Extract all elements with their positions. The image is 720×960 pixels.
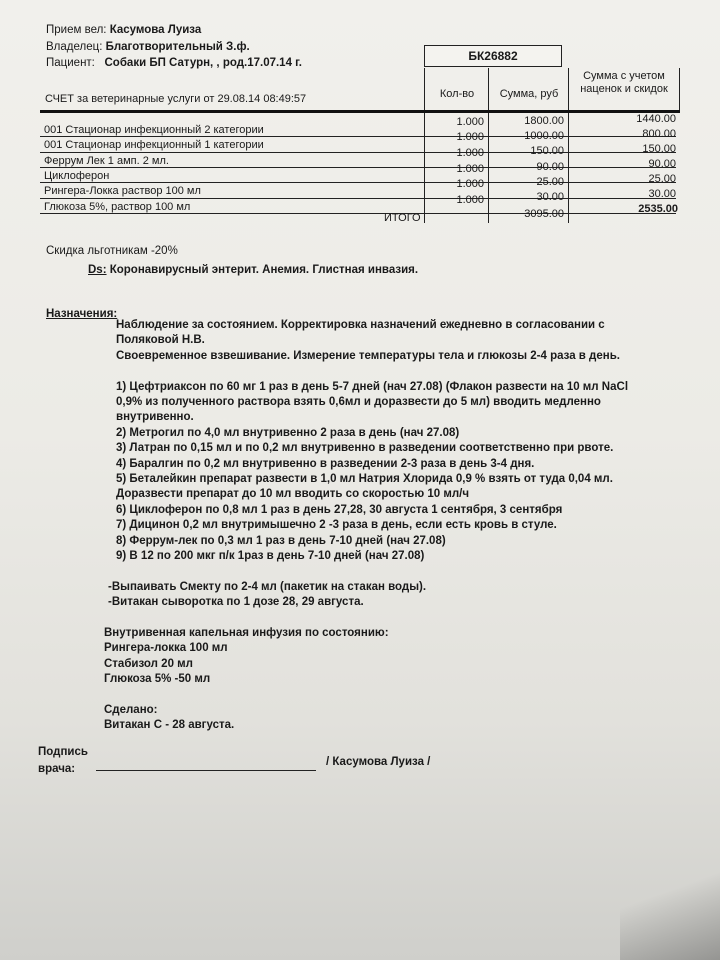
table-row-total: 25.00 xyxy=(648,173,676,185)
table-row-name: Циклоферон xyxy=(44,170,110,182)
prescription-line: внутривенно. xyxy=(116,411,194,424)
prescription-line: Сделано: xyxy=(104,704,158,716)
signature-label-1: Подпись xyxy=(38,746,88,758)
prescription-line: Доразвести препарат до 10 мл вводить со скоростью 10 мл/ч xyxy=(116,488,470,501)
prescription-line: Своевременное взвешивание. Измерение температуры тела и глюкозы 2-4 раза в день. xyxy=(116,349,620,362)
table-row-qty: 1.000 xyxy=(456,178,484,190)
table-row-sum: 150.00 xyxy=(530,145,564,157)
signature-line xyxy=(96,770,316,771)
table-row-sum: 90.00 xyxy=(536,161,564,173)
table-row-qty: 1.000 xyxy=(456,116,484,128)
table-row-total: 90.00 xyxy=(648,158,676,170)
prescription-line: Рингера-локка 100 мл xyxy=(104,642,228,655)
signature-label-2: врача: xyxy=(38,763,76,775)
prescription-line: 1) Цефтриаксон по 60 мг 1 раз в день 5-7 дней (нач 27.08) (Флакон развести на 10 мл NaCl xyxy=(116,380,629,393)
owner-line xyxy=(46,41,250,53)
diagnosis-text: Коронавирусный энтерит. Анемия. Глистная инвазия. xyxy=(109,264,419,276)
prescription-line: 3) Латран по 0,15 мл и по 0,2 мл внутривенно в разведении соответственно при рвоте. xyxy=(116,442,614,455)
table-row-name: Феррум Лек 1 амп. 2 мл. xyxy=(44,155,169,167)
prescription-line: 2) Метрогил по 4,0 мл внутривенно 2 раза в день (нач 27.08) xyxy=(116,426,460,439)
table-row-qty: 1.000 xyxy=(456,163,484,175)
table-row-sum: 1800.00 xyxy=(524,115,564,127)
total-label: ИТОГО xyxy=(384,212,421,224)
doctor-line xyxy=(46,24,201,36)
table-row-sum: 30.00 xyxy=(536,191,564,203)
patient-label: Пациент: xyxy=(46,57,95,69)
diagnosis-line xyxy=(88,263,418,278)
table-row-qty: 1.000 xyxy=(456,194,484,206)
prescription-line: 4) Баралгин по 0,2 мл внутривенно в разведении 2-3 раза в день 3-4 дня. xyxy=(116,457,535,470)
table-row-qty: 1.000 xyxy=(456,131,484,143)
doctor-label: Прием вел: xyxy=(46,24,107,36)
prescription-line: Глюкоза 5% -50 мл xyxy=(104,673,211,686)
total-sum: 3095.00 xyxy=(524,208,564,220)
table-row-total: 150.00 xyxy=(642,143,676,155)
prescription-line: 9) В 12 по 200 мкг п/к 1раз в день 7-10 дней (нач 27.08) xyxy=(116,550,425,562)
invoice-title: СЧЕТ за ветеринарные услуги от 29.08.14 08:49:57 xyxy=(45,93,307,105)
prescription-line: 5) Беталейкин препарат развести в 1,0 мл Натрия Хлорида 0,9 % взять от туда 0,04 мл. xyxy=(116,473,613,485)
table-row-qty: 1.000 xyxy=(456,147,484,159)
prescription-line: 0,9% из полученного раствора взять 0,6мл и доразвести до 5 мл) вводить медленно xyxy=(116,396,601,408)
prescription-line: Стабизол 20 мл xyxy=(104,657,193,670)
col-qty: Кол-во xyxy=(439,88,475,100)
table-row-name: 001 Стационар инфекционный 1 категории xyxy=(44,139,264,151)
total-final: 2535.00 xyxy=(638,203,678,215)
prescription-line: Внутривенная капельная инфузия по состоянию: xyxy=(104,627,389,639)
prescription-line: Витакан С - 28 августа. xyxy=(104,719,235,732)
owner-name: Благотворительный З.ф. xyxy=(105,41,250,53)
prescription-line: 7) Дицинон 0,2 мл внутримышечно 2 -3 раза в день, если есть кровь в стуле. xyxy=(116,519,557,532)
discount-line: Скидка льготникам -20% xyxy=(46,245,178,257)
prescription-line: -Выпаивать Смекту по 2-4 мл (пакетик на стакан воды). xyxy=(108,580,427,593)
table-row-name: 001 Стационар инфекционный 2 категории xyxy=(44,124,264,136)
table-row-total: 30.00 xyxy=(648,188,676,200)
col-total: Сумма с учетом наценок и скидок xyxy=(580,70,668,95)
prescriptions-label: Назначения: xyxy=(46,308,118,320)
table-row-total: 800.00 xyxy=(642,128,676,140)
table-row-name: Глюкоза 5%, раствор 100 мл xyxy=(44,201,191,213)
table-row-sum: 25.00 xyxy=(536,176,564,188)
table-row-name: Рингера-Локка раствор 100 мл xyxy=(44,185,201,197)
invoice-table xyxy=(40,68,680,228)
doctor-name: Касумова Луиза xyxy=(109,24,202,36)
patient-name: Собаки БП Сатурн, , род.17.07.14 г. xyxy=(104,57,303,69)
prescription-line: Наблюдение за состоянием. Корректировка назначений ежедневно в согласовании с xyxy=(116,319,605,331)
prescription-line: Поляковой Н.В. xyxy=(116,334,205,347)
diagnosis-label: Ds: xyxy=(88,264,107,276)
table-row-sum: 1000.00 xyxy=(524,130,564,142)
table-row-total: 1440.00 xyxy=(636,113,676,125)
prescription-line: 6) Циклоферон по 0,8 мл 1 раз в день 27,28, 30 августа 1 сентября, 3 сентября xyxy=(116,503,563,516)
col-sum: Сумма, руб xyxy=(499,88,559,100)
doctor-signature-name: / Касумова Луиза / xyxy=(326,756,431,768)
owner-label: Владелец: xyxy=(46,41,103,53)
prescription-line: -Витакан сывороткa по 1 дозе 28, 29 августа. xyxy=(108,596,364,609)
prescription-line: 8) Феррум-лек по 0,3 мл 1 раз в день 7-10 дней (нач 27.08) xyxy=(116,534,446,547)
invoice-number: БК26882 xyxy=(424,45,562,67)
